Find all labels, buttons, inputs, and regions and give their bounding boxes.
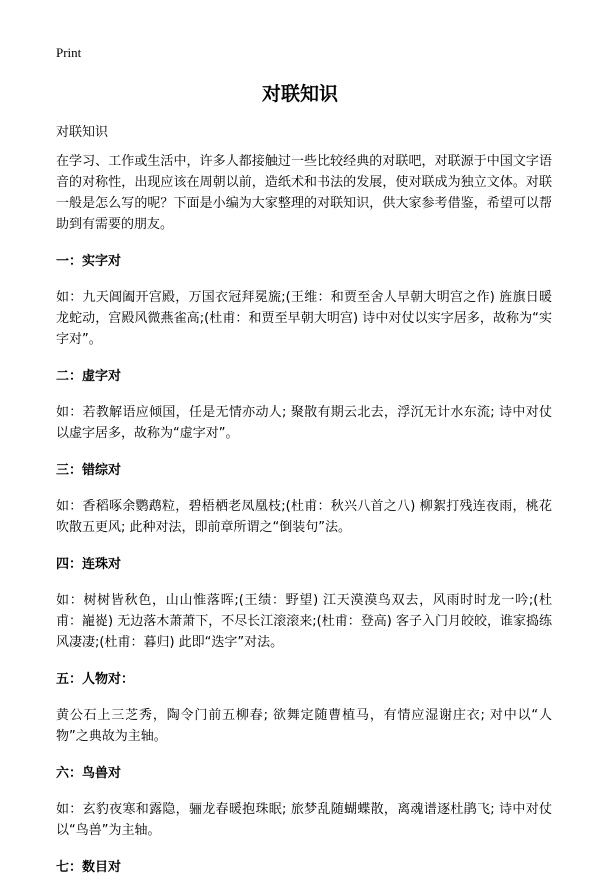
section-heading: 七：数目对 [56, 860, 122, 875]
article-content [56, 151, 552, 893]
section-body: 如：玄豹夜寒和露隐，骊龙春暖抱珠眠; 旅梦乱随蝴蝶散，离魂谱逐杜鹃飞; 诗中对仗以“鸟兽”为主轴。 [56, 802, 552, 838]
section-heading: 三：错综对 [56, 463, 122, 478]
page-title: 对联知识 [261, 83, 338, 105]
print-link[interactable]: Print [56, 45, 82, 60]
section-heading: 六：鸟兽对 [56, 766, 122, 781]
section-heading: 一：实字对 [56, 254, 122, 269]
section-body: 如：香稻啄余鹦鹉粒，碧梧栖老凤凰枝;(杜甫：秋兴八首之八) 柳絮打残连夜雨，桃花吹散五更风; 此种对法，即前章所谓之“倒装句”法。 [56, 499, 552, 535]
section-body: 如：树树皆秋色，山山惟落晖;(王绩：野望) 江天漠漠鸟双去，风雨时时龙一吟;(杜甫：巃嵸) 无边落木萧萧下，不尽长江滚滚来;(杜甫：登高) 客子入门月皎皎，谁家捣练风凄凄;(杜甫：暮归) 此即“迭字”对法。 [56, 593, 552, 650]
section-body: 黄公石上三芝秀，陶令门前五柳春; 欲舞定随曹植马，有情应湿谢庄衣; 对中以“人物”之典故为主轴。 [56, 708, 552, 744]
intro-paragraph: 在学习、工作或生活中，许多人都接触过一些比较经典的对联吧，对联源于中国文字语音的对称性，出现应该在周朝以前，造纸术和书法的发展，使对联成为独立文体。对联一般是怎么写的呢？下面是小编为大家整理的对联知识，供大家参考借鉴，希望可以帮助到有需要的朋友。 [56, 154, 552, 232]
section-body: 如：若教解语应倾国，任是无情亦动人; 聚散有期云北去，浮沉无计水东流; 诗中对仗以虚字居多，故称为“虚字对”。 [56, 405, 552, 441]
section-heading: 五：人物对： [56, 672, 135, 687]
section-body: 如：九天阊阖开宫殿，万国衣冠拜冕旒;(王维：和贾至舍人早朝大明宫之作) 旌旗日暖龙蛇动，宫殿风微燕雀高;(杜甫：和贾至早朝大明宫) 诗中对仗以实字居多，故称为“实字对”。 [56, 290, 552, 347]
page-subtitle: 对联知识 [56, 125, 109, 140]
section-heading: 二：虚字对 [56, 369, 122, 384]
section-heading: 四：连珠对 [56, 557, 122, 572]
